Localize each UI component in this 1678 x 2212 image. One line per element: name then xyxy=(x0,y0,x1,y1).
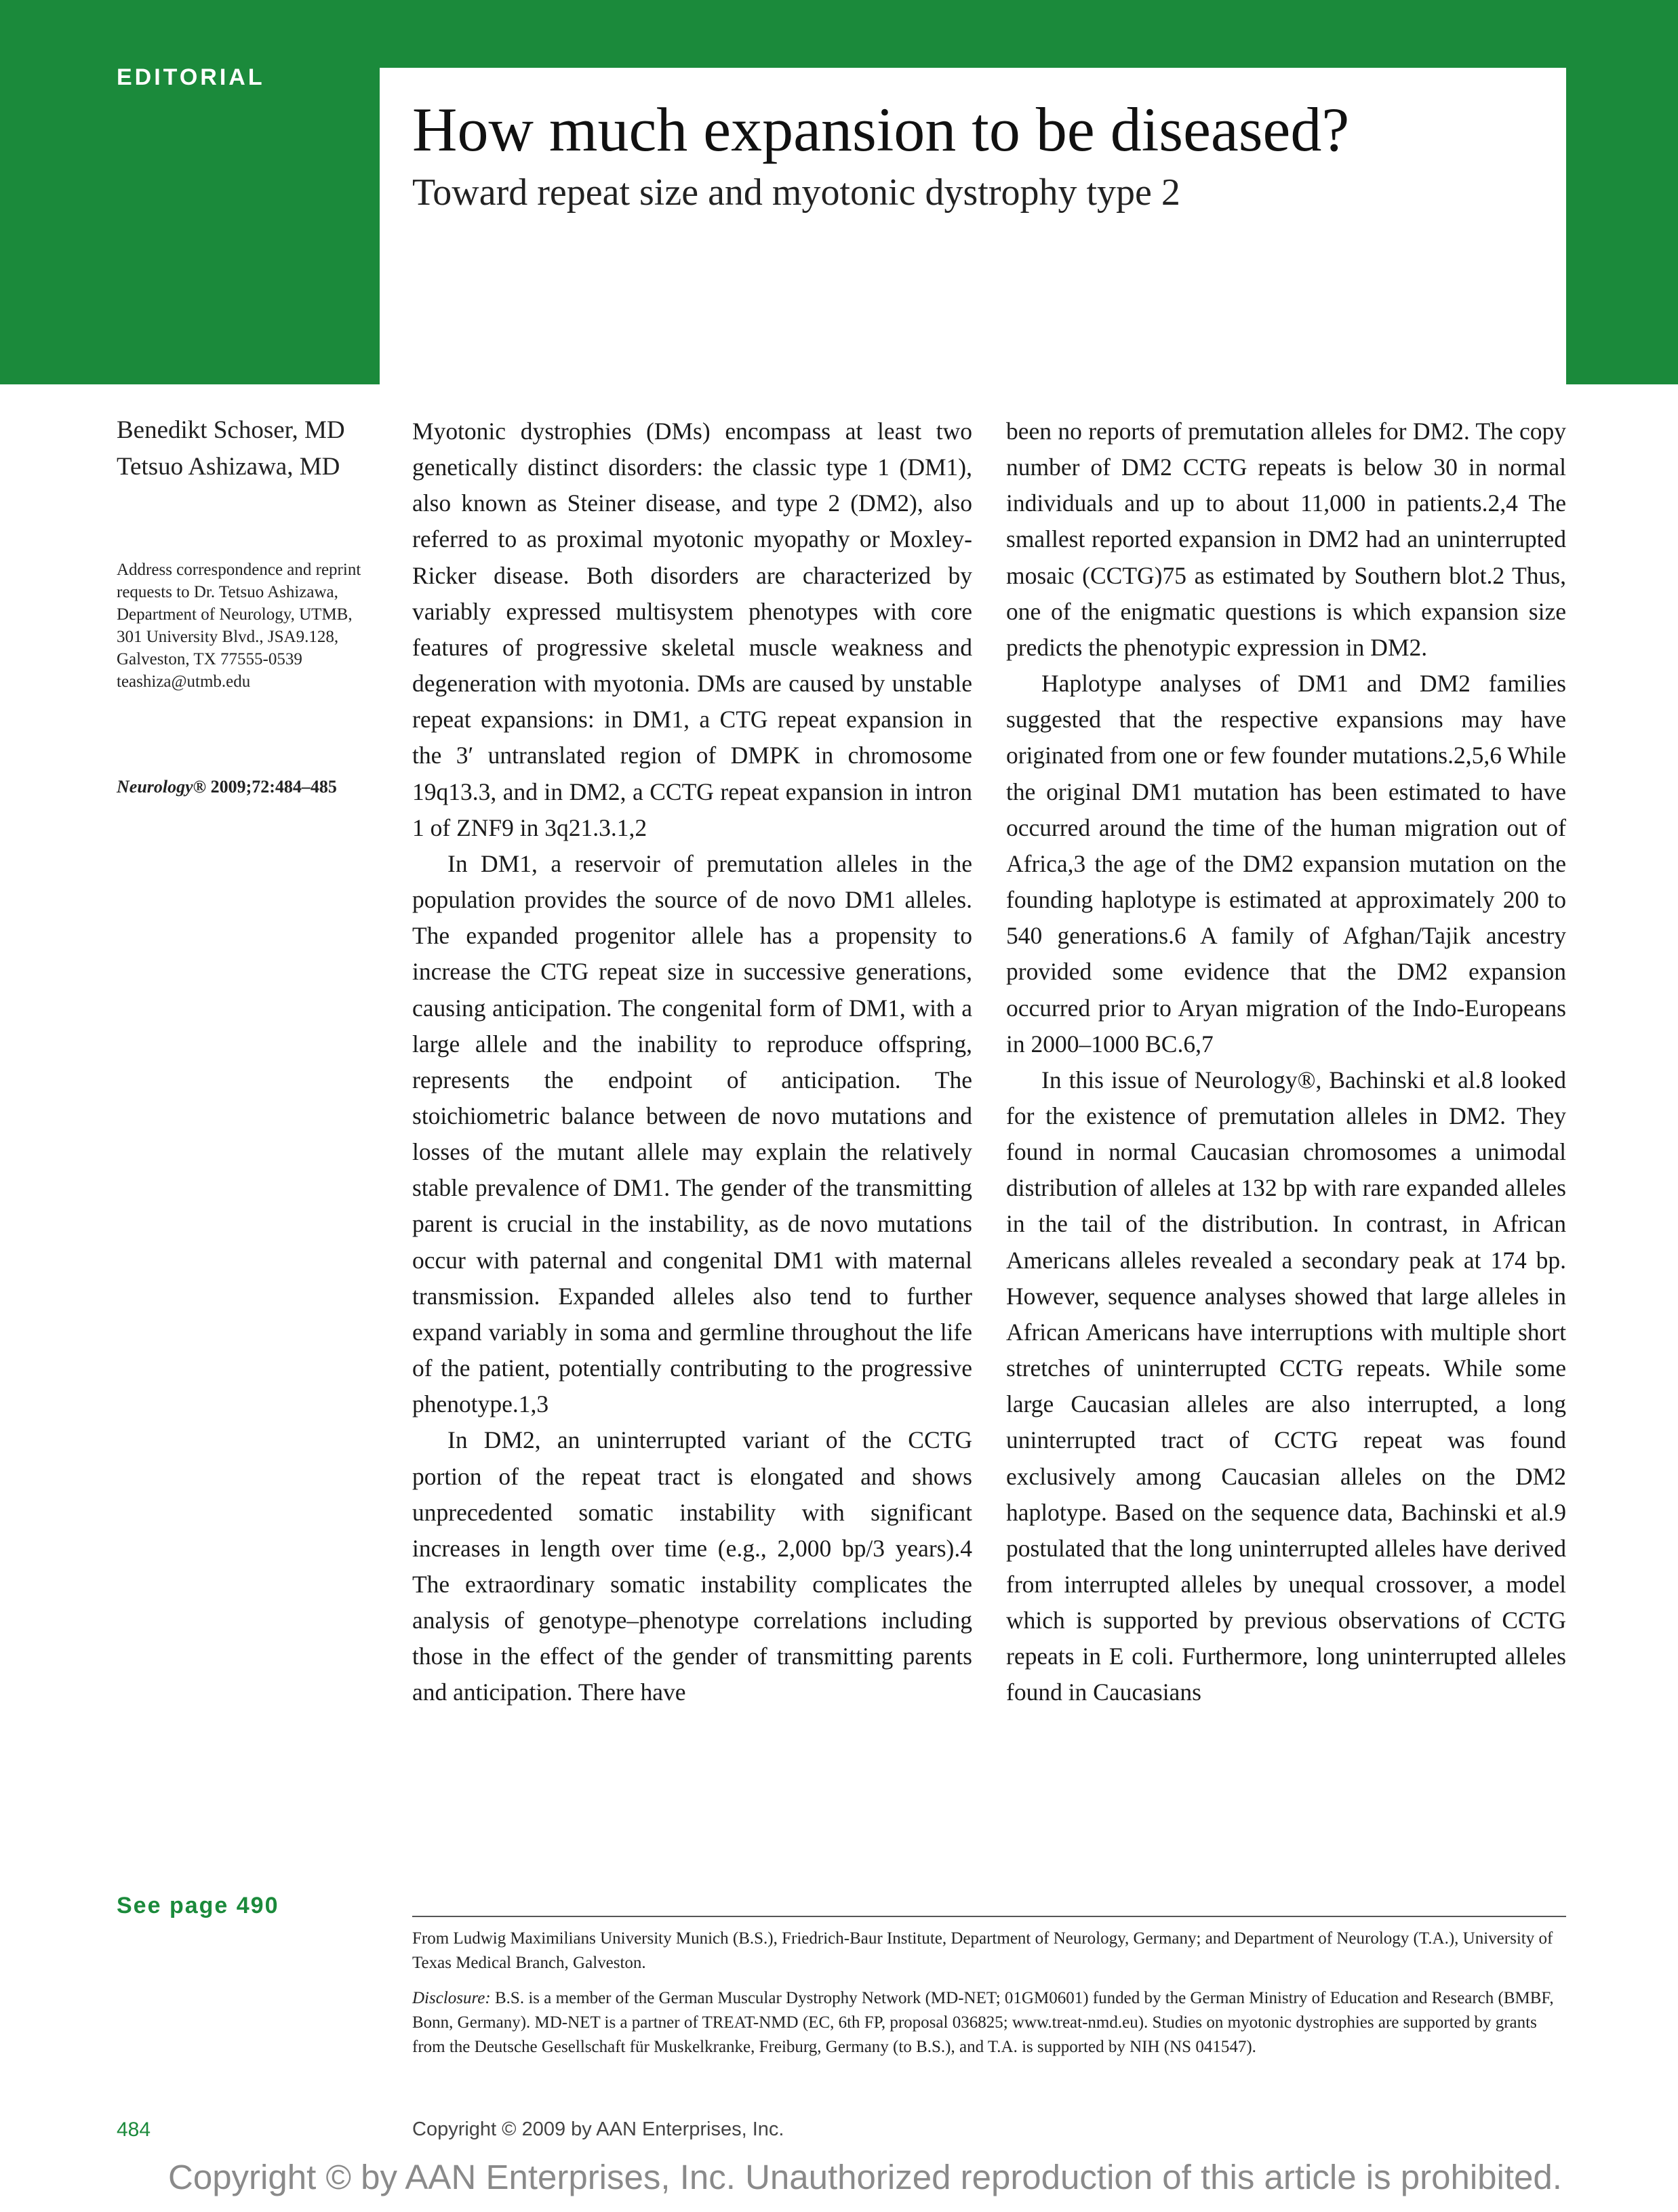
body-paragraph: been no reports of premutation alleles for DM2. The copy number of DM2 CCTG repeats is below 30 in normal individuals and up to about 11,000 in patients.2,4 The smallest reported expansion in DM2 had an uninterrupted mosaic (CCTG)75 as estimated by Southern blot.2 Thus, one of the enigmatic questions is which expansion size predicts the phenotypic expression in DM2. xyxy=(1006,418,1566,661)
article-title: How much expansion to be diseased? xyxy=(412,95,1350,164)
correspondence-address: Address correspondence and reprint requests to Dr. Tetsuo Ashizawa, Department of Neurology, UTMB, 301 University Blvd., JSA9.128, Galveston, TX 77555-0539 teashiza@utmb.edu xyxy=(117,561,361,691)
article-subtitle: Toward repeat size and myotonic dystrophy type 2 xyxy=(412,172,1180,214)
author-name: Tetsuo Ashizawa, MD xyxy=(117,453,340,481)
journal-citation xyxy=(117,777,337,797)
section-label: EDITORIAL xyxy=(117,64,265,90)
disclosure-text: B.S. is a member of the German Muscular Dystrophy Network (MD-NET; 01GM0601) funded by the German Ministry of Education and Research (BMBF, Bonn, Germany). MD-NET is a partner of TREAT-NMD (EC, 6th FP, proposal 036825; www.treat-nmd.eu). Studies on myotonic dystrophies are supported by grants from the Deutsche Gesellschaft für Muskelkranke, Freiburg, Germany (to B.S.), and T.A. is supported by NIH (NS 041547). xyxy=(412,1989,1554,2056)
body-paragraph: Myotonic dystrophies (DMs) encompass at least two genetically distinct disorders: the classic type 1 (DM1), also known as Steiner disease, and type 2 (DM2), also referred to as proximal myotonic myopathy or Moxley-Ricker disease. Both disorders are characterized by variably expressed multisystem phenotypes with core features of progressive skeletal muscle weakness and degeneration with myotonia. DMs are caused by unstable repeat expansions: in DM1, a CTG repeat expansion in the 3′ untranslated region of DMPK in chromosome 19q13.3, and in DM2, a CCTG repeat expansion in intron 1 of ZNF9 in 3q21.3.1,2 xyxy=(412,418,972,841)
body-column-2 xyxy=(1006,414,1566,1711)
body-paragraph: In DM1, a reservoir of premutation alleles in the population provides the source of de novo DM1 alleles. The expanded progenitor allele has a propensity to increase the CTG repeat size in successive generations, causing anticipation. The congenital form of DM1, with a large allele and the inability to reproduce offspring, represents the endpoint of anticipation. The stoichiometric balance between de novo mutations and losses of the mutant allele may explain the relatively stable prevalence of DM1. The gender of the transmitting parent is crucial in the instability, as de novo mutations occur with paternal and congenital DM1 with maternal transmission. Expanded alleles also tend to further expand variably in soma and germline throughout the life of the patient, potentially contributing to the progressive phenotype.1,3 xyxy=(412,849,972,1418)
author-name: Benedikt Schoser, MD xyxy=(117,416,345,444)
copyright-line: Copyright © 2009 by AAN Enterprises, Inc. xyxy=(412,2118,784,2140)
body-paragraph: In DM2, an uninterrupted variant of the CCTG portion of the repeat tract is elongated and shows unprecedented somatic instability with significant increases in length over time (e.g., 2,000 bp/3 years).4 The extraordinary somatic instability complicates the analysis of genotype–phenotype correlations including those in the effect of the gender of transmitting parents and anticipation. There have xyxy=(412,1426,972,1706)
header-green-band-top xyxy=(380,0,1566,68)
body-paragraph: In this issue of Neurology®, Bachinski et al.8 looked for the existence of premutation alleles in DM2. They found in normal Caucasian chromosomes a unimodal distribution of alleles at 132 bp with rare expanded alleles in the tail of the distribution. In contrast, in African Americans alleles revealed a secondary peak at 174 bp. However, sequence analyses showed that large alleles in African Americans have interruptions with multiple short stretches of uninterrupted CCTG repeats. While some large Caucasian alleles are also interrupted, a long uninterrupted tract of CCTG repeat was found exclusively among Caucasian alleles on the DM2 haplotype. Based on the sequence data, Bachinski et al.9 postulated that the long uninterrupted alleles have derived from interrupted alleles by unequal crossover, a model which is supported by previous observations of CCTG repeats in E coli. Furthermore, long uninterrupted alleles found in Caucasians xyxy=(1006,1066,1566,1706)
footnote-divider xyxy=(412,1916,1566,1917)
body-paragraph: Haplotype analyses of DM1 and DM2 families suggested that the respective expansions may have originated from one or few founder mutations.2,5,6 While the original DM1 mutation has been estimated to have occurred around the time of the human migration out of Africa,3 the age of the DM2 expansion mutation on the founding haplotype is estimated at approximately 200 to 540 generations.6 A family of Afghan/Tajik ancestry provided some evidence that the DM2 expansion occurred prior to Aryan migration of the Indo-Europeans in 2000–1000 BC.6,7 xyxy=(1006,670,1566,1058)
header-green-band-left xyxy=(0,0,380,384)
affiliation-footnote: From Ludwig Maximilians University Munich (B.S.), Friedrich-Baur Institute, Department of Neurology, Germany; and Department of Neurology (T.A.), University of Texas Medical Branch, Galveston. xyxy=(412,1929,1553,1972)
disclosure-label: Disclosure: xyxy=(412,1989,491,2007)
body-column-1 xyxy=(412,414,972,1711)
header-green-band-right xyxy=(1566,0,1678,384)
citation-journal: Neurology® xyxy=(117,777,207,797)
author-list xyxy=(117,412,345,485)
page-number: 484 xyxy=(117,2118,151,2141)
see-page-link[interactable]: See page 490 xyxy=(117,1893,279,1918)
citation-ref: 2009;72:484–485 xyxy=(206,777,337,797)
copyright-notice: Copyright © by AAN Enterprises, Inc. Unauthorized reproduction of this article is prohibited. xyxy=(168,2158,1562,2196)
disclosure-footnote xyxy=(412,1986,1566,2059)
